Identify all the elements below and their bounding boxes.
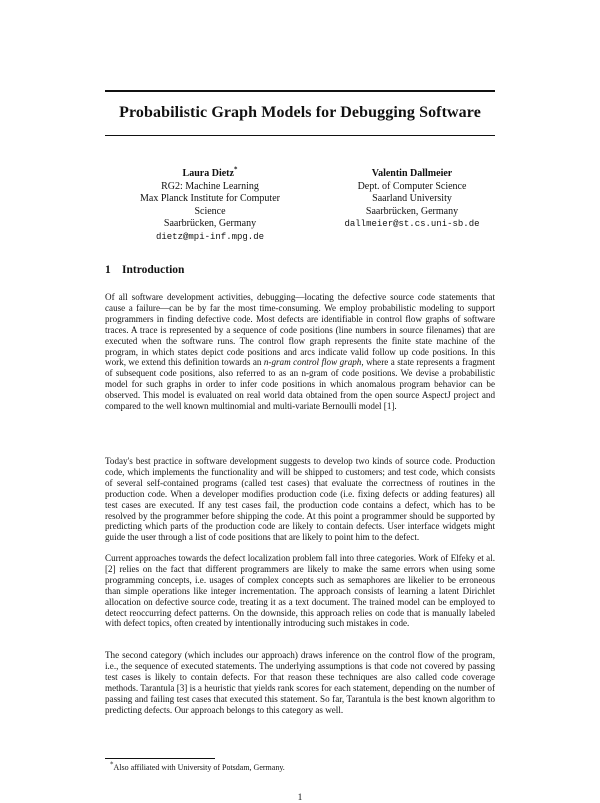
footnote: [110, 760, 285, 772]
footnote-text: Also affiliated with University of Potsdam, Germany.: [113, 763, 285, 772]
author-affiliation-line: Saarbrücken, Germany: [163, 218, 257, 229]
author-name: [125, 165, 295, 181]
paragraph-2: Today's best practice in software development suggests to develop two kinds of source code. Production code, which implements the functionality and will be shipped to customers; and test code, which consists of several self-contained programs (called test cases) that evaluate the correctness of routines in the production code. When a developer modifies production code (i.e. fixing defects or adding features) all test cases are executed. If any test cases fail, the production code contains a defect, which has to be resolved by the programmer before shipping the code. At this point a programmer should be supported by predicting which parts of the production code are likely to contain defects. User interface widgets might guide the user through a list of code positions that are likely to point him to the defect.: [105, 456, 495, 543]
author-email: dallmeier@st.cs.uni-sb.de: [344, 219, 480, 229]
footnote-rule: [105, 758, 215, 759]
paragraph-4: The second category (which includes our approach) draws inference on the control flow of the program, i.e., the sequence of executed statements. The underlying assumptions is that code not covered by passing test cases is likely to contain defects. For that reason these techniques are also called code coverage methods. Tarantula [3] is a heuristic that yields rank scores for each statement, depending on the number of passing and failing test cases that executed this statement. So far, Tarantula is the best known algorithm to predicting defects. Our approach belongs to this category as well.: [105, 650, 495, 715]
paragraph-1-text-a: Of all software development activities, debugging—locating the defective source code statements that cause a failure—can be by far the most time-consuming. We employ probabilistic modeling to support programmers in finding defective code. Most defects are identifiable in control flow graphs of software traces. A trace is represented by a sequence of code positions (line numbers in source filenames) that are executed when the software runs. The control flow graph represents the finite state machine of the program, in which states depict code positions and arcs indicate valid follow up code positions. In this work, we extend this definition towards an: [105, 292, 495, 368]
author-email: dietz@mpi-inf.mpg.de: [155, 231, 265, 242]
paragraph-1: [105, 292, 495, 412]
section-title: Introduction: [122, 264, 185, 276]
title-bottom-rule: [105, 135, 495, 136]
author-block-dallmeier: [318, 168, 506, 231]
paragraph-3: Current approaches towards the defect localization problem fall into three categories. Work of Elfeky et al. [2] relies on the fact that different programmers are likely to make the same errors when using some programming concepts, i.e. usages of complex concepts such as semaphores are likelier to be erroneous than simple operations like integer incrementation. The approach consists of learning a latent Dirichlet allocation on defective source code, treating it as a text document. The trained model can be employed to detect reoccurring defect patterns. On the downside, this approach relies on code that is manually labeled with defect topics, often created by intentionally introducing such mistakes in code.: [105, 553, 495, 629]
author-affiliation-line: RG2: Machine Learning: [161, 180, 259, 192]
paper-title: Probabilistic Graph Models for Debugging Software: [119, 104, 481, 121]
author-affiliation-line: Dept. of Computer Science: [357, 180, 467, 192]
page-number: 1: [297, 793, 303, 803]
section-number: 1: [105, 264, 111, 276]
footnote-marker: *: [233, 165, 238, 174]
author-affiliation-line: Max Planck Institute for Computer Science: [140, 193, 280, 217]
author-affiliation-line: Saarland University: [372, 193, 452, 204]
section-heading-introduction: [105, 264, 184, 276]
paragraph-1-text-b: , where a state represents a fragment of subsequent code positions, also referred to as an n-gram of code positions. We devise a probabilistic model for such graphs in order to infer code positions in which anomalous program behavior can be observed. This model is evaluated on real world data obtained from the open source AspectJ project and compared to the well known multinomial and multi-variate Bernoulli model [1].: [105, 357, 495, 412]
author-block-dietz: [125, 165, 295, 243]
author-name: Valentin Dallmeier: [371, 168, 453, 179]
author-name-text: Laura Dietz: [182, 168, 234, 179]
author-affiliation-line: Saarbrücken, Germany: [365, 205, 459, 217]
paragraph-1-emphasis: n-gram control flow graph: [263, 357, 362, 368]
title-top-rule: [105, 90, 495, 92]
footnote-mark: *: [110, 760, 114, 769]
